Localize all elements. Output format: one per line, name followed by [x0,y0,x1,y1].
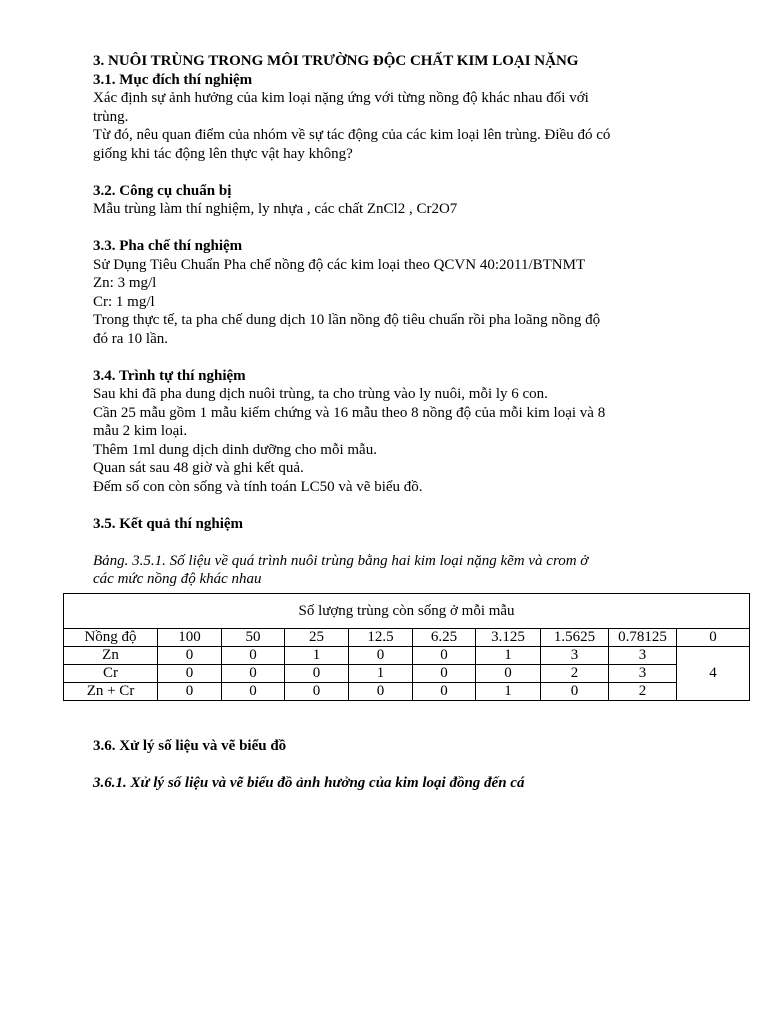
table-cell: 0 [413,683,476,701]
paragraph-line: Đếm số con còn sống và tính toán LC50 và vẽ biểu đồ. [93,478,423,495]
table-cell: 0 [413,665,476,683]
heading-3-6-1: 3.6.1. Xử lý số liệu và vẽ biểu đồ ảnh hưởng của kim loại đồng đến cá [93,775,525,791]
table-header-cell: 0.78125 [609,629,677,647]
table-cell: 1 [285,647,349,665]
table-cell: 1 [349,665,413,683]
table-row [64,665,750,683]
row-label: Zn + Cr [64,683,158,701]
paragraph-line: Mẫu trùng làm thí nghiệm, ly nhựa , các chất ZnCl2 , Cr2O7 [93,201,458,217]
table-title: Số lượng trùng còn sống ở mỗi mẫu [64,594,750,629]
row-label: Zn [64,647,158,665]
table-cell: 0 [158,665,222,683]
table-cell: 0 [222,683,285,701]
table-cell: 3 [609,665,677,683]
control-cell: 4 [677,647,750,701]
table-cell: 0 [222,665,285,683]
heading-3-4: 3.4. Trình tự thí nghiệm [93,367,246,384]
heading-3-6: 3.6. Xử lý số liệu và vẽ biểu đồ [93,738,287,754]
table-cell: 0 [349,683,413,701]
table-cell: 1 [476,647,541,665]
table-caption: các mức nồng độ khác nhau [93,571,262,587]
table-header-row [64,629,750,647]
table-row [64,683,750,701]
row-label: Cr [64,665,158,683]
paragraph-line: Quan sát sau 48 giờ và ghi kết quả. [93,460,304,476]
table-cell: 0 [285,683,349,701]
table-header-cell: 25 [285,629,349,647]
table-header-cell: 3.125 [476,629,541,647]
table-cell: 2 [541,665,609,683]
heading-3-2: 3.2. Công cụ chuẩn bị [93,182,232,199]
paragraph-line: Cr: 1 mg/l [93,293,155,310]
results-table [63,593,750,701]
table-cell: 0 [158,683,222,701]
table-cell: 0 [413,647,476,665]
table-cell: 0 [285,665,349,683]
paragraph-line: mẫu 2 kim loại. [93,423,188,439]
table-cell: 0 [158,647,222,665]
paragraph-line: Trong thực tế, ta pha chế dung dịch 10 lần nồng độ tiêu chuẩn rồi pha loãng nồng độ [93,312,601,328]
paragraph-line: đó ra 10 lần. [93,330,168,347]
table-cell: 3 [609,647,677,665]
table-header-cell: 50 [222,629,285,647]
paragraph-line: Zn: 3 mg/l [93,275,157,291]
heading-3-1: 3.1. Mục đích thí nghiệm [93,71,253,88]
results-table-wrapper [63,593,749,701]
heading-3-3: 3.3. Pha chế thí nghiệm [93,238,243,254]
paragraph-line: Từ đó, nêu quan điểm của nhóm về sự tác động của các kim loại lên trùng. Điều đó có [93,127,611,143]
section-title: 3. NUÔI TRÙNG TRONG MÔI TRƯỜNG ĐỘC CHẤT KIM LOẠI NẶNG [93,53,579,69]
table-cell: 3 [541,647,609,665]
section-3-6 [93,737,713,793]
table-cell: 0 [222,647,285,665]
table-header-cell: 100 [158,629,222,647]
paragraph-line: Sau khi đã pha dung dịch nuôi trùng, ta cho trùng vào ly nuôi, mỗi ly 6 con. [93,386,548,402]
table-header-cell: 6.25 [413,629,476,647]
paragraph-line: giống khi tác động lên thực vật hay không? [93,145,353,162]
table-row [64,647,750,665]
paragraph-line: Thêm 1ml dung dịch dinh dưỡng cho mỗi mẫu. [93,441,377,458]
document-body [93,52,693,589]
table-cell: 0 [349,647,413,665]
table-cell: 0 [541,683,609,701]
paragraph-line: Cần 25 mẫu gồm 1 mẫu kiểm chứng và 16 mẫu theo 8 nồng độ của mỗi kim loại và 8 [93,404,606,421]
table-cell: 1 [476,683,541,701]
table-cell: 0 [476,665,541,683]
heading-3-5: 3.5. Kết quả thí nghiệm [93,515,244,532]
table-header-cell: 12.5 [349,629,413,647]
paragraph-line: Xác định sự ảnh hưởng của kim loại nặng ứng với từng nồng độ khác nhau đối với [93,90,589,106]
table-header-label: Nồng độ [64,629,158,647]
table-header-cell: 1.5625 [541,629,609,647]
paragraph-line: trùng. [93,108,129,125]
table-caption: Bảng. 3.5.1. Số liệu về quá trình nuôi trùng bằng hai kim loại nặng kẽm và crom ở [93,552,589,569]
table-header-cell: 0 [677,629,750,647]
paragraph-line: Sử Dụng Tiêu Chuẩn Pha chế nồng độ các kim loại theo QCVN 40:2011/BTNMT [93,256,586,273]
table-cell: 2 [609,683,677,701]
